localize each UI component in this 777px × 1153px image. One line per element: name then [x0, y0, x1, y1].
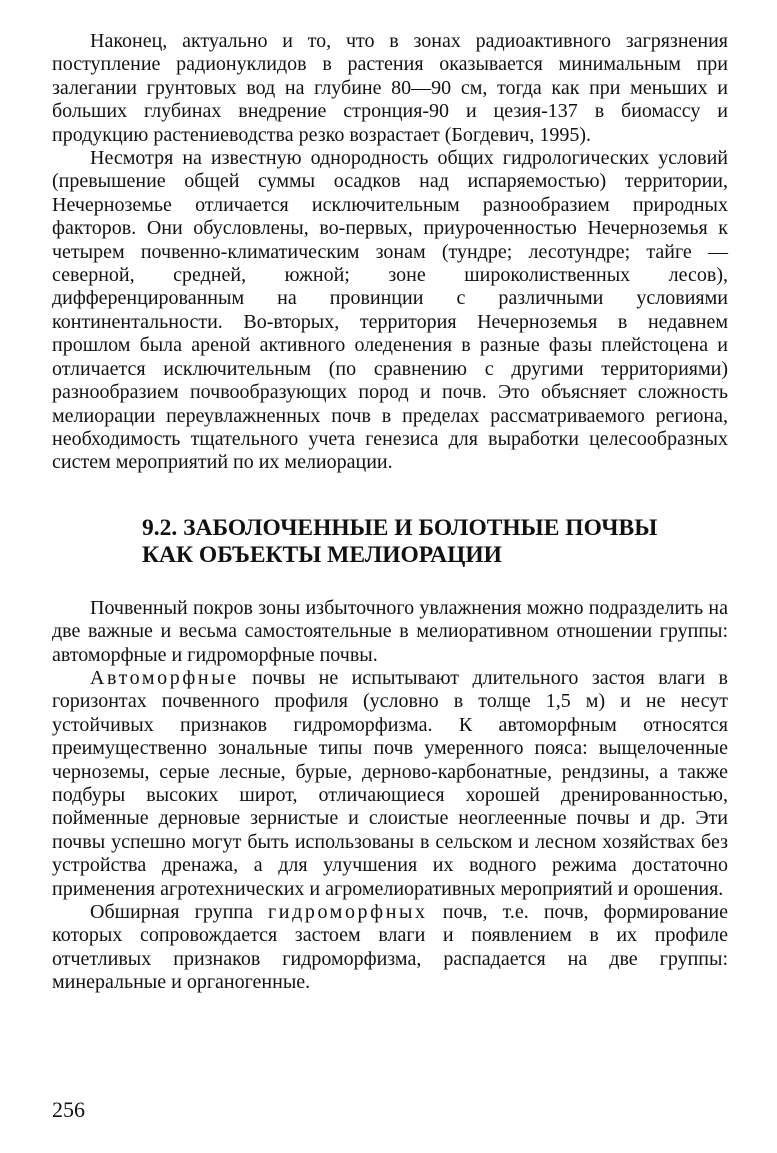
paragraph-radionuclides: Наконец, актуально и то, что в зонах радиоактивного загрязнения поступление радионуклидов в растения оказывается минимальным при залегании грунтовых вод на глубине 80—90 см, тогда как при меньших и больших глубинах внедрение стронция-90 и цезия-137 в биомассу и продукцию растениеводства резко возрастает (Богдевич, 1995). — [52, 30, 728, 146]
paragraph-hydromorphic-text: почв, т.е. почв, формирование которых сопровождается застоем влаги и появлением в их профиле отчетливых признаков гидроморфизма, распадается на две группы: минеральные и органогенные. — [52, 901, 728, 994]
paragraph-nonchernozem-conditions: Несмотря на известную однородность общих гидрологических условий (превышение общей суммы осадков над испаряемостью) территории, Нечерноземье отличается исключительным разнообразием природных факторов. Они обусловлены, во-первых, приуроченностью Нечерноземья к четырем почвенно-климатическим зонам (тундре; лесотундре; тайге — северной, средней, южной; зоне широколиственных лесов), дифференцированным на провинции с различными условиями континентальности. Во-вторых, территория Нечерноземья в недавнем прошлом была ареной активного оледенения в разные фазы плейстоцена и отличается исключительным (по сравнению с другими территориями) разнообразием почвообразующих пород и почв. Это объясняет сложность мелиорации переувлажненных почв в пределах рассматриваемого региона, необходимость тщательного учета генезиса для выработки целесообразных систем мероприятий по их мелиорации. — [52, 147, 728, 474]
paragraph-soil-cover-groups: Почвенный покров зоны избыточного увлажнения можно подразделить на две важные и весьма самостоятельные в мелиоративном отношении группы: автоморфные и гидроморфные почвы. — [52, 596, 728, 666]
paragraph-automorphic-text: почвы не испытывают длительного застоя влаги в горизонтах почвенного профиля (условно в толще 1,5 м) и не несут устойчивых признаков гидроморфизма. К автоморфным относятся преимущественно зональные типы почв умеренного пояса: выщелоченные черноземы, серые лесные, бурые, дерново-карбонатные, рендзины, а также подбуры высоких широт, отличающиеся хорошей дренированностью, пойменные дерновые зернистые и слоистые неоглеенные почвы и др. Эти почвы успешно могут быть использованы в сельском и лесном хозяйствах без устройства дренажа, а для улучшения их водного режима достаточно применения агротехнических и агромелиоративных мероприятий и орошения. — [52, 666, 728, 900]
section-heading — [52, 515, 728, 569]
page-body — [52, 30, 728, 995]
term-automorphic: Автоморфные — [90, 666, 239, 689]
page-number: 256 — [52, 1097, 85, 1122]
paragraph-hydromorphic-lead: Обширная группа — [90, 901, 268, 923]
term-hydromorphic: гидроморфных — [267, 901, 428, 923]
section-heading-line-2: КАК ОБЪЕКТЫ МЕЛИОРАЦИИ — [142, 541, 502, 568]
paragraph-hydromorphic-soils — [52, 901, 728, 995]
paragraph-automorphic-soils — [52, 667, 728, 901]
section-heading-line-1: 9.2. ЗАБОЛОЧЕННЫЕ И БОЛОТНЫЕ ПОЧВЫ — [142, 514, 658, 541]
